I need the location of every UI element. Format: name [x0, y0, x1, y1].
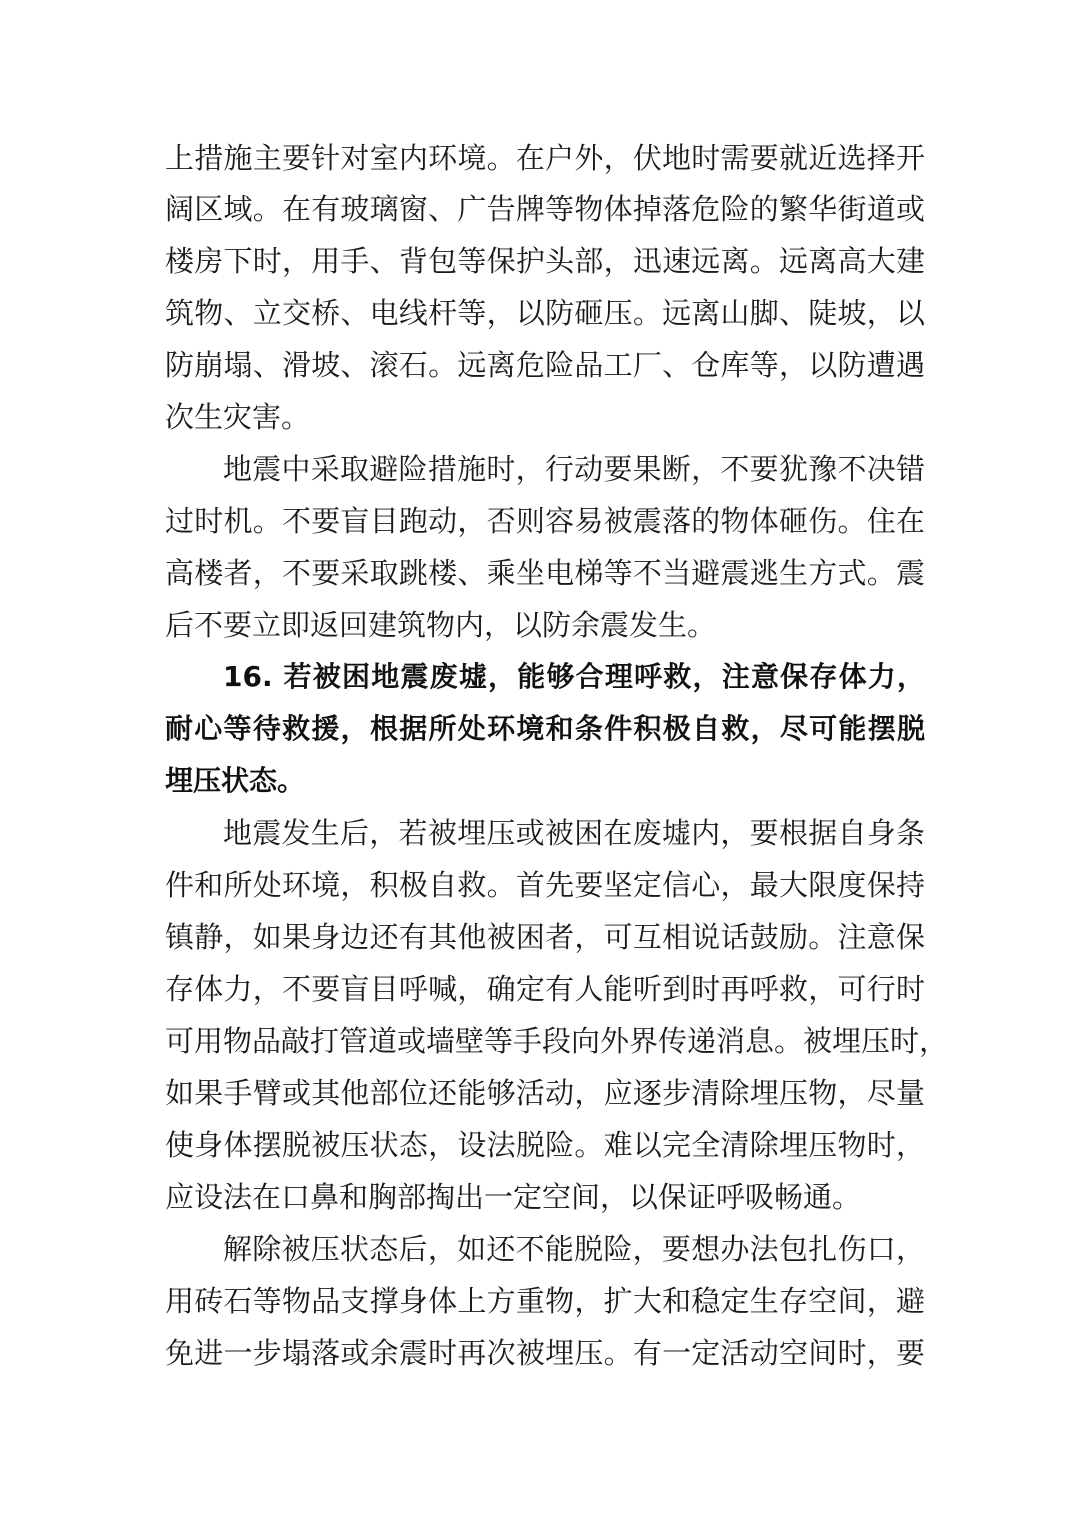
paragraph-2-line-1: 地震中采取避险措施时，行动要果断，不要犹豫不决错 [223, 452, 925, 486]
paragraph-1-line-4: 筑物、立交桥、电线杆等，以防砸压。远离山脚、陡坡，以 [165, 296, 925, 330]
paragraph-3-line-2: 件和所处环境，积极自救。首先要坚定信心，最大限度保持 [165, 868, 925, 902]
paragraph-1-line-6: 次生灾害。 [165, 400, 311, 434]
paragraph-3-line-7: 使身体摆脱被压状态，设法脱险。难以完全清除埋压物时， [165, 1128, 925, 1162]
heading-16-line-3: 埋压状态。 [165, 764, 306, 797]
heading-16-line-2: 耐心等待救援，根据所处环境和条件积极自救，尽可能摆脱 [165, 712, 925, 745]
paragraph-3-line-5: 可用物品敲打管道或墙壁等手段向外界传递消息。被埋压时， [165, 1024, 949, 1058]
heading-16-line-1: 16. 若被困地震废墟，能够合理呼救，注意保存体力， [223, 660, 925, 693]
paragraph-1-line-2: 阔区域。在有玻璃窗、广告牌等物体掉落危险的繁华街道或 [165, 192, 925, 226]
paragraph-3-line-3: 镇静，如果身边还有其他被困者，可互相说话鼓励。注意保 [165, 920, 925, 954]
paragraph-3-line-6: 如果手臂或其他部位还能够活动，应逐步清除埋压物，尽量 [165, 1076, 925, 1110]
paragraph-2-line-2: 过时机。不要盲目跑动，否则容易被震落的物体砸伤。住在 [165, 504, 925, 538]
paragraph-2-line-4: 后不要立即返回建筑物内，以防余震发生。 [165, 608, 717, 642]
paragraph-1-line-1: 上措施主要针对室内环境。在户外，伏地时需要就近选择开 [165, 141, 925, 175]
paragraph-4-line-3: 免进一步塌落或余震时再次被埋压。有一定活动空间时，要 [165, 1336, 925, 1370]
paragraph-3-line-8: 应设法在口鼻和胸部掏出一定空间，以保证呼吸畅通。 [165, 1180, 862, 1214]
paragraph-1-line-5: 防崩塌、滑坡、滚石。远离危险品工厂、仓库等，以防遭遇 [165, 348, 925, 382]
paragraph-4-line-2: 用砖石等物品支撑身体上方重物，扩大和稳定生存空间，避 [165, 1284, 925, 1318]
paragraph-1-line-3: 楼房下时，用手、背包等保护头部，迅速远离。远离高大建 [165, 244, 925, 278]
paragraph-3-line-4: 存体力，不要盲目呼喊，确定有人能听到时再呼救，可行时 [165, 972, 925, 1006]
paragraph-2-line-3: 高楼者，不要采取跳楼、乘坐电梯等不当避震逃生方式。震 [165, 556, 925, 590]
paragraph-3-line-1: 地震发生后，若被埋压或被困在废墟内，要根据自身条 [223, 816, 925, 850]
paragraph-4-line-1: 解除被压状态后，如还不能脱险，要想办法包扎伤口， [223, 1232, 925, 1266]
